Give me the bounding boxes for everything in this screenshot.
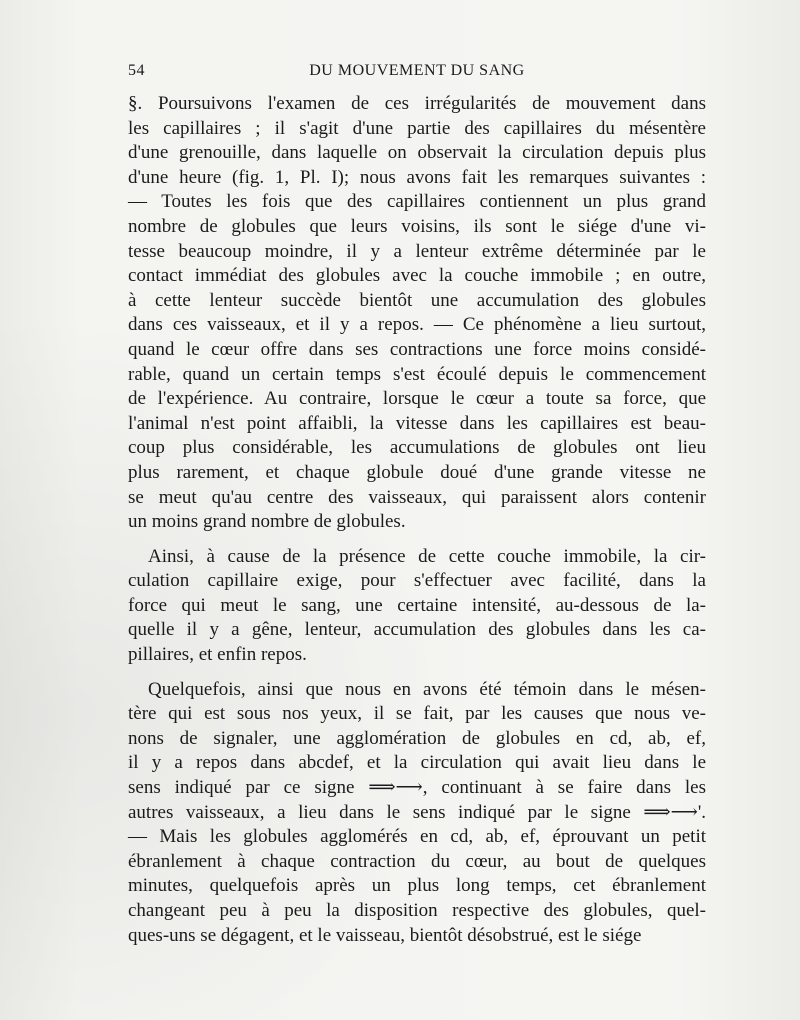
body-text: [128, 92, 706, 948]
text-line: ébranlement à chaque contraction du cœur, au bout de quelques: [128, 850, 706, 872]
text-line: Ainsi, à cause de la présence de cette couche immobile, la cir-: [148, 545, 706, 567]
text-line: changeant peu à peu la disposition respective des globules, quel-: [128, 900, 706, 921]
text-line: d'une heure (fig. 1, Pl. I); nous avons fait les remarques suivantes :: [128, 166, 706, 188]
text-line: un moins grand nombre de globules.: [128, 511, 406, 533]
text-line: nombre de globules que leurs voisins, ils sont le siége d'une vi-: [128, 215, 706, 237]
text-line: se meut qu'au centre des vaisseaux, qui paraissent alors contenir: [128, 486, 706, 508]
paragraph: [128, 678, 706, 949]
text-line: tesse beaucoup moindre, il y a lenteur extrême déterminée par le: [128, 240, 706, 262]
text-line: nons de signaler, une agglomération de globules en cd, ab, ef,: [128, 727, 706, 749]
text-line: quelle il y a gêne, lenteur, accumulation des globules dans les ca-: [128, 619, 706, 641]
text-line: tère qui est sous nos yeux, il se fait, par les causes que nous ve-: [128, 703, 706, 725]
text-line: — Mais les globules agglomérés en cd, ab, ef, éprouvant un petit: [128, 826, 706, 848]
paragraph: [128, 545, 706, 668]
running-head: DU MOUVEMENT DU SANG: [309, 62, 525, 79]
text-line: il y a repos dans abcdef, et la circulation qui avait lieu dans le: [128, 752, 706, 774]
text-line: — Toutes les fois que des capillaires contiennent un plus grand: [128, 191, 706, 213]
text-line: minutes, quelquefois après un plus long temps, cet ébranlement: [128, 875, 706, 897]
text-line: les capillaires ; il s'agit d'une partie des capillaires du mésentère: [128, 117, 706, 139]
page-header: [128, 62, 706, 86]
text-line: de l'expérience. Au contraire, lorsque le cœur a toute sa force, que: [128, 388, 706, 410]
text-line: sens indiqué par ce signe ⟹⟶, continuant à se faire dans les: [128, 777, 706, 799]
text-line: d'une grenouille, dans laquelle on observait la circulation depuis plus: [128, 142, 706, 164]
text-line: culation capillaire exige, pour s'effectuer avec facilité, dans la: [128, 570, 706, 592]
paragraph-spacer: [128, 535, 706, 545]
text-line: plus rarement, et chaque globule doué d'une grande vitesse ne: [128, 461, 706, 483]
paragraph: [128, 92, 706, 535]
text-line: pillaires, et enfin repos.: [128, 644, 307, 666]
text-line: quand le cœur offre dans ses contractions une force moins considé-: [128, 338, 706, 360]
text-line: l'animal n'est point affaibli, la vitesse dans les capillaires est beau-: [128, 412, 706, 434]
text-line: autres vaisseaux, a lieu dans le sens indiqué par le signe ⟹⟶'.: [128, 801, 706, 823]
paragraph-spacer: [128, 668, 706, 678]
text-line: Quelquefois, ainsi que nous en avons été témoin dans le mésen-: [148, 678, 706, 700]
text-line: coup plus considérable, les accumulations de globules ont lieu: [128, 437, 706, 459]
text-line: dans ces vaisseaux, et il y a repos. — Ce phénomène a lieu surtout,: [128, 314, 706, 336]
text-line: à cette lenteur succède bientôt une accumulation des globules: [128, 289, 706, 311]
text-line: force qui meut le sang, une certaine intensité, au-dessous de la-: [128, 594, 706, 616]
text-line: contact immédiat des globules avec la couche immobile ; en outre,: [128, 265, 706, 287]
text-line: rable, quand un certain temps s'est écoulé depuis le commencement: [128, 363, 706, 385]
page-number: 54: [128, 62, 145, 79]
text-line: §. Poursuivons l'examen de ces irrégularités de mouvement dans: [128, 93, 706, 114]
text-line: ques-uns se dégagent, et le vaisseau, bientôt désobstrué, est le siége: [128, 924, 642, 946]
